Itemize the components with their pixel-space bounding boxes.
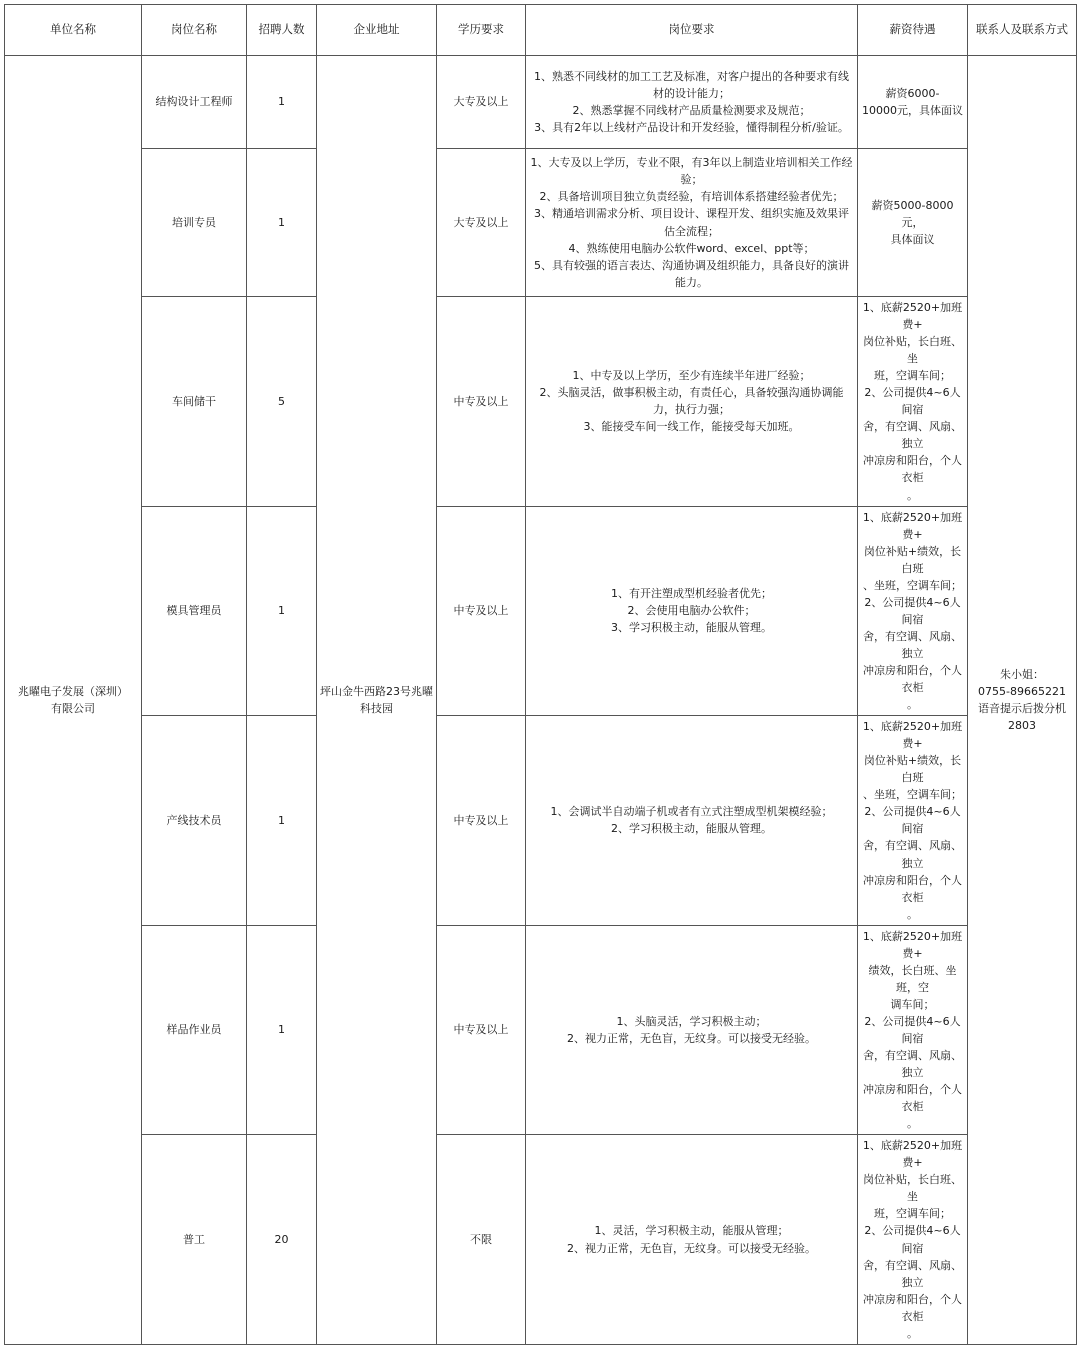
headcount-cell: 1 <box>247 149 317 297</box>
salary-line: 冲凉房和阳台，个人衣柜 <box>863 663 962 695</box>
salary-cell <box>858 297 968 507</box>
salary-line: 绩效，长白班、坐班，空 <box>868 963 957 994</box>
position-cell: 培训专员 <box>142 149 247 297</box>
address-cell <box>317 56 437 1345</box>
salary-line: 、坐班，空调车间； <box>863 578 962 592</box>
headcount-cell: 1 <box>247 716 317 926</box>
requirement-line: 3、具有2年以上线材产品设计和开发经验，懂得制程分析/验证。 <box>534 121 849 135</box>
position-cell: 车间储干 <box>142 297 247 507</box>
header-requirements: 岗位要求 <box>526 5 858 56</box>
header-company: 单位名称 <box>5 5 142 56</box>
salary-line: 、坐班，空调车间； <box>863 788 962 802</box>
requirements-cell <box>526 716 858 926</box>
requirement-line: 1、会调试半自动端子机或者有立式注塑成型机架模经验； <box>550 805 833 819</box>
salary-cell <box>858 506 968 716</box>
salary-line: 1、底薪2520+加班费+ <box>862 720 963 751</box>
salary-cell <box>858 149 968 297</box>
salary-cell <box>858 1135 968 1345</box>
education-cell: 中专及以上 <box>437 925 526 1135</box>
education-cell: 大专及以上 <box>437 56 526 149</box>
table-row <box>5 925 1077 1135</box>
contact-note: 语音提示后拨分机 <box>978 701 1066 715</box>
requirement-line: 2、学习积极主动，能服从管理。 <box>611 822 772 836</box>
education-cell: 大专及以上 <box>437 149 526 297</box>
salary-line: 1、底薪2520+加班费+ <box>862 1139 963 1170</box>
headcount-cell: 5 <box>247 297 317 507</box>
contact-cell <box>968 56 1077 1345</box>
salary-line: 。 <box>907 698 918 712</box>
salary-line: 岗位补贴，长白班、坐 <box>863 335 962 366</box>
header-address: 企业地址 <box>317 5 437 56</box>
table-row <box>5 1135 1077 1345</box>
company-name-cell <box>5 56 142 1345</box>
requirement-line: 5、具有较强的语言表达、沟通协调及组织能力，具备良好的演讲能力。 <box>534 258 849 289</box>
requirements-cell <box>526 1135 858 1345</box>
requirement-line: 2、头脑灵活，做事积极主动，有责任心，具备较强沟通协调能力，执行力强； <box>539 386 844 417</box>
requirement-line: 2、具备培训项目独立负责经验，有培训体系搭建经验者优先； <box>539 190 844 204</box>
headcount-cell: 1 <box>247 56 317 149</box>
position-cell: 样品作业员 <box>142 925 247 1135</box>
requirement-line: 1、灵活，学习积极主动，能服从管理； <box>594 1224 789 1238</box>
requirement-line: 3、精通培训需求分析、项目设计、课程开发、组织实施及效果评估全流程； <box>534 207 849 238</box>
salary-line: 薪资5000-8000元， <box>871 198 954 229</box>
salary-line: 舍，有空调、风扇、独立 <box>863 420 962 451</box>
salary-line: 调车间； <box>890 997 935 1011</box>
salary-line: 班，空调车间； <box>874 369 951 383</box>
header-education: 学历要求 <box>437 5 526 56</box>
education-cell: 中专及以上 <box>437 716 526 926</box>
salary-line: 2、公司提供4~6人间宿 <box>864 386 961 417</box>
education-cell: 中专及以上 <box>437 297 526 507</box>
contact-name: 朱小姐： <box>1000 667 1044 681</box>
position-cell: 普工 <box>142 1135 247 1345</box>
salary-cell <box>858 716 968 926</box>
requirement-line: 1、中专及以上学历，至少有连续半年进厂经验； <box>572 369 811 383</box>
salary-line: 具体面议 <box>890 233 935 247</box>
requirement-line: 1、头脑灵活，学习积极主动； <box>616 1014 767 1028</box>
requirements-cell <box>526 297 858 507</box>
salary-line: 1、底薪2520+加班费+ <box>862 510 963 541</box>
salary-line: 岗位补贴+绩效，长白班 <box>863 754 962 785</box>
address-line: 坪山金牛西路23号兆曜 <box>320 684 433 698</box>
salary-line: 舍，有空调、风扇、独立 <box>863 839 962 870</box>
requirement-line: 2、会使用电脑办公软件； <box>627 604 756 618</box>
salary-line: 冲凉房和阳台，个人衣柜 <box>863 873 962 904</box>
header-salary: 薪资待遇 <box>858 5 968 56</box>
salary-line: 班，空调车间； <box>874 1207 951 1221</box>
table-row <box>5 56 1077 149</box>
salary-line: 冲凉房和阳台，个人衣柜 <box>863 1083 962 1114</box>
salary-line: 舍，有空调、风扇、独立 <box>863 1049 962 1080</box>
requirements-cell <box>526 149 858 297</box>
requirements-cell <box>526 925 858 1135</box>
address-line: 科技园 <box>360 701 393 715</box>
salary-line: 2、公司提供4~6人间宿 <box>864 595 961 626</box>
education-cell: 中专及以上 <box>437 506 526 716</box>
salary-line: 岗位补贴+绩效，长白班 <box>863 544 962 575</box>
header-row <box>5 5 1077 56</box>
headcount-cell: 1 <box>247 925 317 1135</box>
company-name-line: 有限公司 <box>51 701 95 715</box>
company-name-line: 兆曜电子发展（深圳） <box>18 684 128 698</box>
salary-line: 1、底薪2520+加班费+ <box>862 301 963 332</box>
salary-line: 。 <box>907 488 918 502</box>
requirement-line: 2、视力正常，无色盲，无纹身。可以接受无经验。 <box>567 1241 816 1255</box>
salary-line: 2、公司提供4~6人间宿 <box>864 1224 961 1255</box>
salary-line: 10000元，具体面议 <box>862 104 963 117</box>
table-row <box>5 297 1077 507</box>
salary-line: 岗位补贴，长白班、坐 <box>863 1173 962 1204</box>
requirements-cell <box>526 56 858 149</box>
requirement-line: 1、熟悉不同线材的加工工艺及标准，对客户提出的各种要求有线材的设计能力； <box>534 69 849 100</box>
requirement-line: 3、能接受车间一线工作，能接受每天加班。 <box>583 420 800 434</box>
header-contact: 联系人及联系方式 <box>968 5 1077 56</box>
header-position: 岗位名称 <box>142 5 247 56</box>
header-headcount: 招聘人数 <box>247 5 317 56</box>
salary-line: 舍，有空调、风扇、独立 <box>863 1258 962 1289</box>
requirement-line: 1、大专及以上学历，专业不限，有3年以上制造业培训相关工作经验； <box>530 156 853 187</box>
salary-line: 舍，有空调、风扇、独立 <box>863 629 962 660</box>
table-row <box>5 149 1077 297</box>
salary-line: 薪资6000- <box>885 86 940 100</box>
salary-line: 冲凉房和阳台，个人衣柜 <box>863 1292 962 1323</box>
table-row <box>5 716 1077 926</box>
salary-line: 冲凉房和阳台，个人衣柜 <box>863 454 962 485</box>
contact-phone: 0755-89665221 <box>978 684 1066 698</box>
requirement-line: 1、有开注塑成型机经验者优先； <box>611 587 772 601</box>
education-cell: 不限 <box>437 1135 526 1345</box>
contact-extension: 2803 <box>1008 718 1036 732</box>
requirement-line: 2、视力正常，无色盲，无纹身。可以接受无经验。 <box>567 1031 816 1045</box>
requirements-cell <box>526 506 858 716</box>
salary-cell <box>858 925 968 1135</box>
position-cell: 产线技术员 <box>142 716 247 926</box>
salary-line: 。 <box>907 907 918 921</box>
salary-line: 1、底薪2520+加班费+ <box>862 929 963 960</box>
position-cell: 结构设计工程师 <box>142 56 247 149</box>
requirement-line: 2、熟悉掌握不同线材产品质量检测要求及规范； <box>572 104 811 117</box>
salary-line: 2、公司提供4~6人间宿 <box>864 805 961 836</box>
headcount-cell: 20 <box>247 1135 317 1345</box>
salary-line: 。 <box>907 1117 918 1131</box>
requirement-line: 4、熟练使用电脑办公软件word、excel、ppt等； <box>568 241 815 255</box>
table-row <box>5 506 1077 716</box>
salary-line: 。 <box>907 1326 918 1340</box>
headcount-cell: 1 <box>247 506 317 716</box>
position-cell: 模具管理员 <box>142 506 247 716</box>
recruitment-table <box>4 4 1077 1345</box>
salary-cell <box>858 56 968 149</box>
requirement-line: 3、学习积极主动，能服从管理。 <box>611 621 772 635</box>
salary-line: 2、公司提供4~6人间宿 <box>864 1014 961 1045</box>
